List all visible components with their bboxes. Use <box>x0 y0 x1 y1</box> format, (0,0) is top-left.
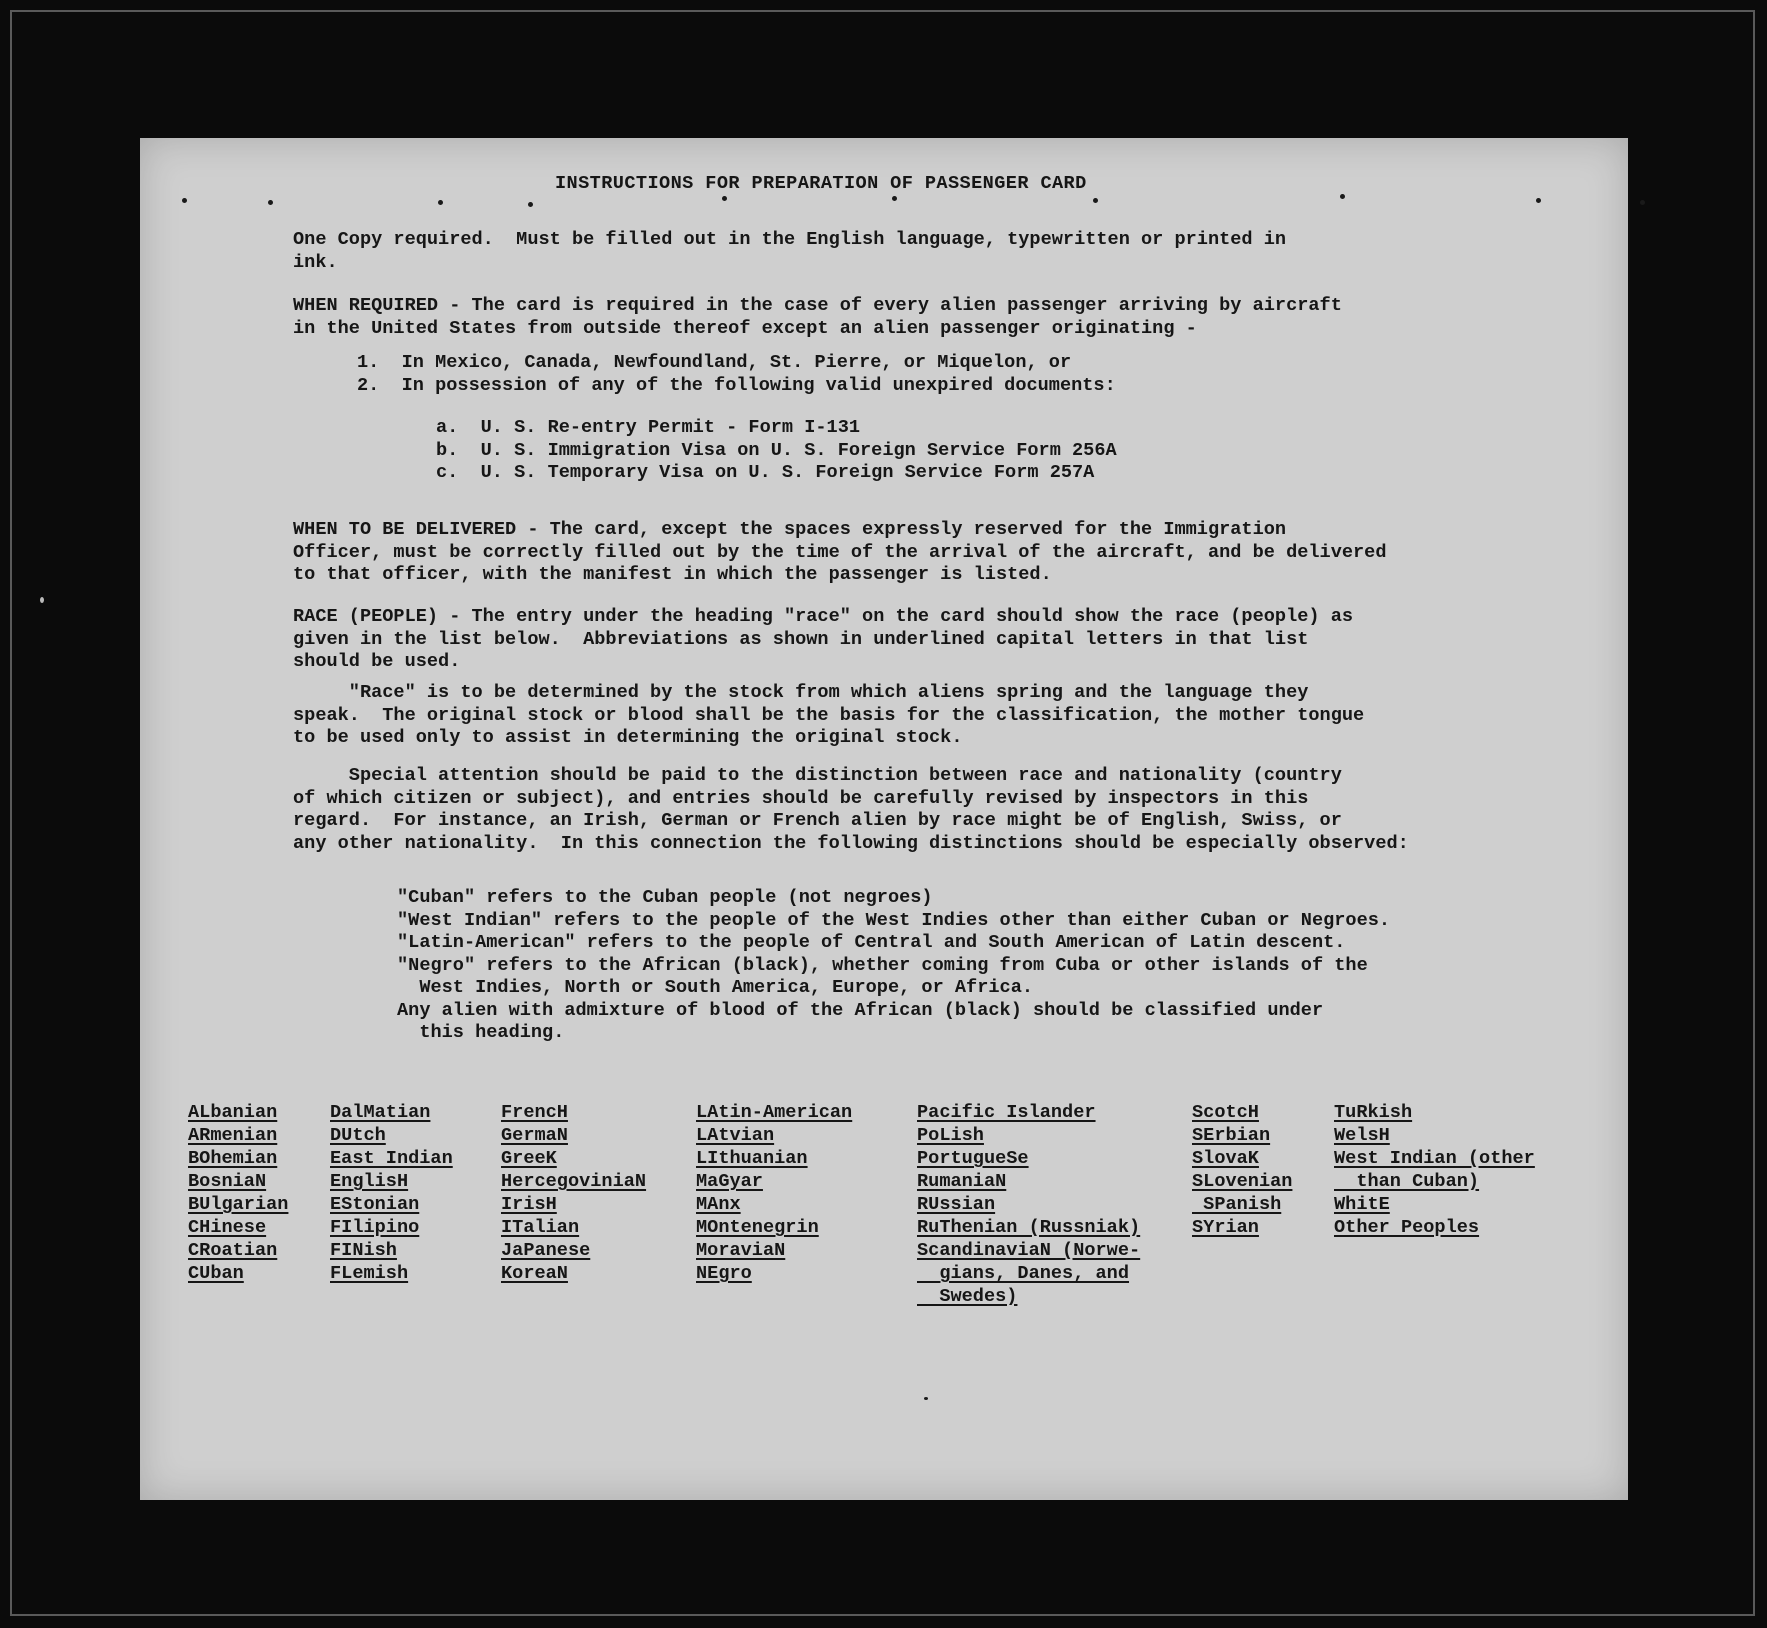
race-people-paragraph <box>293 606 1593 674</box>
race-entry: SPanish <box>1192 1194 1282 1215</box>
race-entry: SLovenian <box>1192 1171 1293 1192</box>
race-definition-paragraph <box>293 682 1593 750</box>
race-column-3 <box>501 1102 646 1286</box>
race-entry: IrisH <box>501 1194 557 1215</box>
race-entry: West Indian (other <box>1334 1148 1535 1169</box>
race-entry: EStonian <box>330 1194 420 1215</box>
race-entry: PortugueSe <box>917 1148 1029 1169</box>
race-entry: HercegoviniaN <box>501 1171 647 1192</box>
race-entry: LIthuanian <box>696 1148 808 1169</box>
race-entry: EnglisH <box>330 1171 409 1192</box>
distinction-line: this heading. <box>397 1022 565 1043</box>
race-entry: CRoatian <box>188 1240 278 1261</box>
race-column-2 <box>330 1102 453 1286</box>
special-attention-paragraph <box>293 765 1593 855</box>
race-definition-line: speak. The original stock or blood shall be the basis for the classification, the mother tongue <box>293 704 1365 726</box>
speck-mark <box>1093 198 1098 203</box>
race-column-1 <box>188 1102 288 1286</box>
when-required-paragraph <box>293 295 1593 340</box>
race-entry: TuRkish <box>1334 1102 1413 1123</box>
race-entry: WelsH <box>1334 1125 1390 1146</box>
distinction-line: Any alien with admixture of blood of the African (black) should be classified under <box>397 999 1324 1021</box>
race-entry: CUban <box>188 1263 244 1284</box>
race-column-5 <box>917 1102 1140 1309</box>
speck-mark <box>1340 194 1345 199</box>
race-entry: MOntenegrin <box>696 1217 819 1238</box>
distinctions-list <box>397 887 1697 1045</box>
race-entry: ScotcH <box>1192 1102 1259 1123</box>
special-attention-line: regard. For instance, an Irish, German or French alien by race might be of English, Swiss, or <box>293 810 1342 831</box>
speck-mark <box>528 202 533 207</box>
race-entry: ScandinaviaN (Norwe- <box>917 1240 1141 1261</box>
distinction-line: "Cuban" refers to the Cuban people (not negroes) <box>397 887 933 908</box>
race-entry: KoreaN <box>501 1263 568 1284</box>
race-entry: FIlipino <box>330 1217 420 1238</box>
race-entry: DUtch <box>330 1125 386 1146</box>
race-entry: ALbanian <box>188 1102 278 1123</box>
intro-line: ink. <box>293 251 338 273</box>
race-entry: MaGyar <box>696 1171 763 1192</box>
speck-mark <box>40 597 44 603</box>
distinction-line: "Negro" refers to the African (black), whether coming from Cuba or other islands of the <box>397 954 1368 976</box>
race-definition-line: "Race" is to be determined by the stock from which aliens spring and the language they <box>293 682 1309 703</box>
speck-mark <box>1640 200 1645 205</box>
document-item: a. U. S. Re-entry Permit - Form I-131 <box>436 417 861 438</box>
race-column-4 <box>696 1102 852 1286</box>
race-entry: FLemish <box>330 1263 409 1284</box>
document-sheet <box>140 138 1628 1500</box>
conditions-list <box>357 352 1657 397</box>
race-entry: ARmenian <box>188 1125 278 1146</box>
race-entry: FINish <box>330 1240 397 1261</box>
race-entry: Swedes) <box>917 1286 1018 1307</box>
speck-mark <box>438 200 443 205</box>
speck-mark <box>722 196 727 201</box>
race-people-line: should be used. <box>293 651 461 672</box>
race-entry: NEgro <box>696 1263 752 1284</box>
condition-item: 1. In Mexico, Canada, Newfoundland, St. Pierre, or Miquelon, or <box>357 352 1072 373</box>
distinction-line: West Indies, North or South America, Europe, or Africa. <box>397 977 1034 998</box>
intro-paragraph <box>293 229 1593 274</box>
race-entry: gians, Danes, and <box>917 1263 1130 1284</box>
speck-mark <box>268 200 273 205</box>
race-entry: MAnx <box>696 1194 741 1215</box>
race-entry: RUssian <box>917 1194 996 1215</box>
when-required-line: in the United States from outside thereof except an alien passenger originating - <box>293 317 1197 339</box>
race-entry: BUlgarian <box>188 1194 289 1215</box>
special-attention-line: of which citizen or subject), and entries should be carefully revised by inspectors in this <box>293 787 1309 809</box>
race-entry: Pacific Islander <box>917 1102 1096 1123</box>
when-delivered-paragraph <box>293 519 1593 587</box>
bleed-through <box>1230 158 1239 181</box>
race-entry: FrencH <box>501 1102 568 1123</box>
document-item: c. U. S. Temporary Visa on U. S. Foreign Service Form 257A <box>436 462 1095 483</box>
when-delivered-line: WHEN TO BE DELIVERED - The card, except the spaces expressly reserved for the Immigration <box>293 519 1287 540</box>
race-entry: BosniaN <box>188 1171 267 1192</box>
race-definition-line: to be used only to assist in determining the original stock. <box>293 727 963 748</box>
race-entry: than Cuban) <box>1334 1171 1480 1192</box>
race-entry: SlovaK <box>1192 1148 1259 1169</box>
race-entry: LAtvian <box>696 1125 775 1146</box>
when-required-line: WHEN REQUIRED - The card is required in the case of every alien passenger arriving by aircraft <box>293 295 1342 316</box>
race-entry: RuThenian (Russniak) <box>917 1217 1141 1238</box>
race-entry: RumaniaN <box>917 1171 1007 1192</box>
special-attention-line: any other nationality. In this connection the following distinctions should be especially observed: <box>293 832 1409 854</box>
race-entry: WhitE <box>1334 1194 1390 1215</box>
document-item: b. U. S. Immigration Visa on U. S. Foreign Service Form 256A <box>436 439 1117 461</box>
special-attention-line: Special attention should be paid to the distinction between race and nationality (country <box>293 765 1342 786</box>
race-entry: GermaN <box>501 1125 568 1146</box>
race-people-line: RACE (PEOPLE) - The entry under the heading "race" on the card should show the race (people) as <box>293 606 1354 627</box>
race-entry: DalMatian <box>330 1102 431 1123</box>
speck-mark <box>924 1397 928 1400</box>
when-delivered-line: Officer, must be correctly filled out by the time of the arrival of the aircraft, and be delivered <box>293 541 1387 563</box>
race-column-6 <box>1192 1102 1292 1240</box>
document-title: INSTRUCTIONS FOR PREPARATION OF PASSENGER CARD <box>555 173 1087 194</box>
speck-mark <box>892 196 897 201</box>
race-people-line: given in the list below. Abbreviations as shown in underlined capital letters in that list <box>293 628 1309 650</box>
race-column-7 <box>1334 1102 1535 1240</box>
speck-mark <box>182 198 187 203</box>
distinction-line: "West Indian" refers to the people of the West Indies other than either Cuban or Negroes. <box>397 909 1391 931</box>
race-entry: SYrian <box>1192 1217 1259 1238</box>
race-entry: CHinese <box>188 1217 267 1238</box>
intro-line: One Copy required. Must be filled out in the English language, typewritten or printed in <box>293 229 1287 250</box>
distinction-line: "Latin-American" refers to the people of Central and South American of Latin descent. <box>397 932 1346 953</box>
race-entry: ITalian <box>501 1217 580 1238</box>
race-entry: Other Peoples <box>1334 1217 1480 1238</box>
race-entry: PoLish <box>917 1125 984 1146</box>
speck-mark <box>1536 198 1541 203</box>
condition-item: 2. In possession of any of the following valid unexpired documents: <box>357 374 1116 396</box>
documents-list <box>436 417 1736 485</box>
race-entry: LAtin-American <box>696 1102 853 1123</box>
race-entry: MoraviaN <box>696 1240 786 1261</box>
race-entry: East Indian <box>330 1148 453 1169</box>
race-entry: SErbian <box>1192 1125 1271 1146</box>
race-entry: GreeK <box>501 1148 557 1169</box>
when-delivered-line: to that officer, with the manifest in which the passenger is listed. <box>293 564 1052 585</box>
race-entry: JaPanese <box>501 1240 591 1261</box>
race-entry: BOhemian <box>188 1148 278 1169</box>
